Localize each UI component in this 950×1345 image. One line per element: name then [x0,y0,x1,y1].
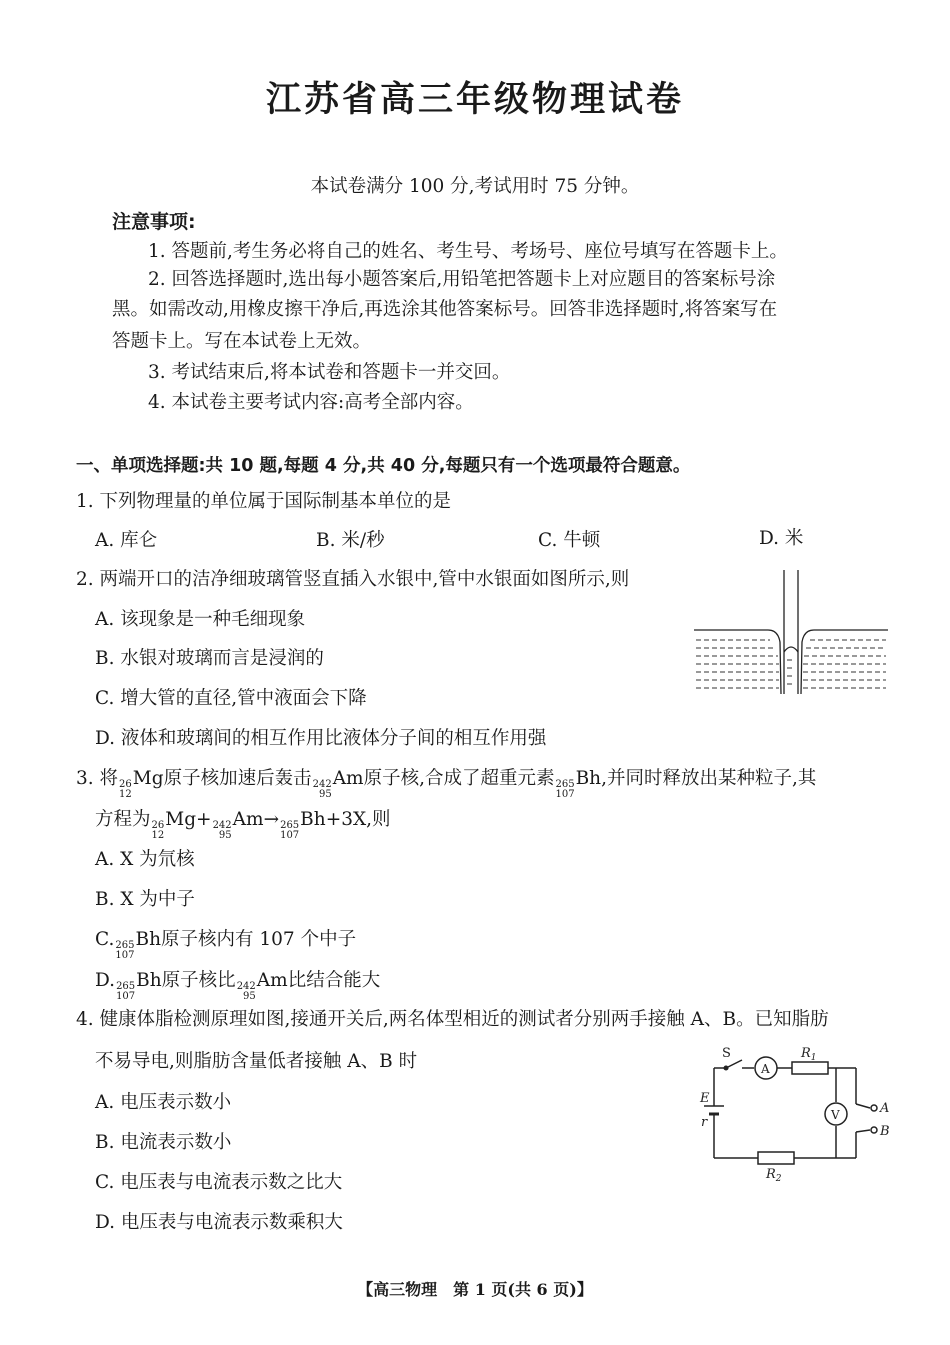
q4-option-a: A. 电压表示数小 [95,1092,232,1113]
q2-option-d: D. 液体和玻璃间的相互作用比液体分子间的相互作用强 [95,728,547,749]
q3-option-d: D. 265 107 Bh原子核比 242 95 Am比结合能大 [95,970,381,1002]
terminal-b [871,1127,877,1133]
notice-item-2-line2: 黑。如需改动,用橡皮擦干净后,再选涂其他答案标号。回答非选择题时,将答案写在 [112,299,778,320]
voltmeter-label: V [831,1108,840,1122]
bh-nuclide-notation: 265 107 [555,779,575,800]
notice-item-1: 1. 答题前,考生务必将自己的姓名、考生号、考场号、座位号填写在答题卡上。 [148,241,788,262]
q1-option-b: B. 米/秒 [316,530,385,551]
q2-option-a: A. 该现象是一种毛细现象 [95,609,306,630]
notice-item-4: 4. 本试卷主要考试内容:高考全部内容。 [148,392,474,413]
switch-label: S [722,1046,731,1061]
internal-resistance-label: r [701,1115,708,1130]
ammeter-label: A [761,1062,770,1076]
q2-option-b: B. 水银对玻璃而言是浸润的 [95,648,324,669]
q2-option-c: C. 增大管的直径,管中液面会下降 [95,688,367,709]
q3-text-3: 原子核,合成了超重元素 [363,768,555,789]
mg-symbol: Mg [132,768,164,789]
page-title: 江苏省高三年级物理试卷 [265,80,684,120]
q3-text-4: ,并同时释放出某种粒子,其 [601,768,817,789]
q3-stem-line1 [76,767,816,800]
exam-intro: 本试卷满分 100 分,考试用时 75 分钟。 [310,176,640,197]
q4-option-c: C. 电压表与电流表示数之比大 [95,1172,343,1193]
resistor-r1 [792,1062,828,1074]
page-footer: 【高三物理 第 1 页(共 6 页)】 [357,1280,593,1299]
notice-item-2-line3: 答题卡上。写在本试卷上无效。 [112,331,372,352]
capillary-tube-figure [690,566,890,701]
q3-option-c: C. 265 107 Bh原子核内有 107 个中子 [95,929,357,961]
emf-label: E [700,1091,710,1106]
terminal-a [871,1105,877,1111]
circuit-diagram [698,1044,898,1182]
q4-stem-line2: 不易导电,则脂肪含量低者接触 A、B 时 [95,1051,418,1072]
terminal-a-label: A [880,1101,890,1116]
q3-text-1: 3. 将 [76,768,119,789]
notice-item-2-line1: 2. 回答选择题时,选出每小题答案后,用铅笔把答题卡上对应题目的答案标号涂 [148,269,776,290]
bh-symbol: Bh [575,768,602,789]
section-heading: 一、单项选择题:共 10 题,每题 4 分,共 40 分,每题只有一个选项最符合题意。 [76,456,691,476]
q1-option-c: C. 牛顿 [538,530,601,551]
resistor-r2 [758,1152,794,1164]
q1-option-d: D. 米 [759,528,804,549]
q3-option-b: B. X 为中子 [95,889,195,910]
q2-stem: 2. 两端开口的洁净细玻璃管竖直插入水银中,管中水银面如图所示,则 [76,569,630,590]
q1-option-a: A. 库仑 [95,530,158,551]
notice-heading: 注意事项: [112,211,196,233]
q3-text-2: 原子核加速后轰击 [163,768,312,789]
q3-equation: 方程为 26 12 Mg+ 242 95 Am→ 265 107 Bh+3X,则 [95,809,391,841]
q4-option-b: B. 电流表示数小 [95,1132,232,1153]
switch-blade [726,1060,742,1068]
q4-option-d: D. 电压表与电流表示数乘积大 [95,1212,343,1233]
q4-stem-line1: 4. 健康体脂检测原理如图,接通开关后,两名体型相近的测试者分别两手接触 A、B。已知脂肪 [76,1009,829,1030]
q3-option-a: A. X 为氘核 [95,849,195,870]
reaction-arrow: → [263,809,280,830]
notice-item-3: 3. 考试结束后,将本试卷和答题卡一并交回。 [148,362,511,383]
am-symbol: Am [332,768,364,789]
q1-stem: 1. 下列物理量的单位属于国际制基本单位的是 [76,491,452,512]
svg-text:R2: $R_2$ [766,1167,782,1182]
am-nuclide-notation: 242 95 [312,779,332,800]
mg-nuclide-notation: 26 12 [119,779,132,800]
terminal-b-label: B [880,1124,890,1139]
svg-text:R1: $R_1$ [801,1046,817,1063]
